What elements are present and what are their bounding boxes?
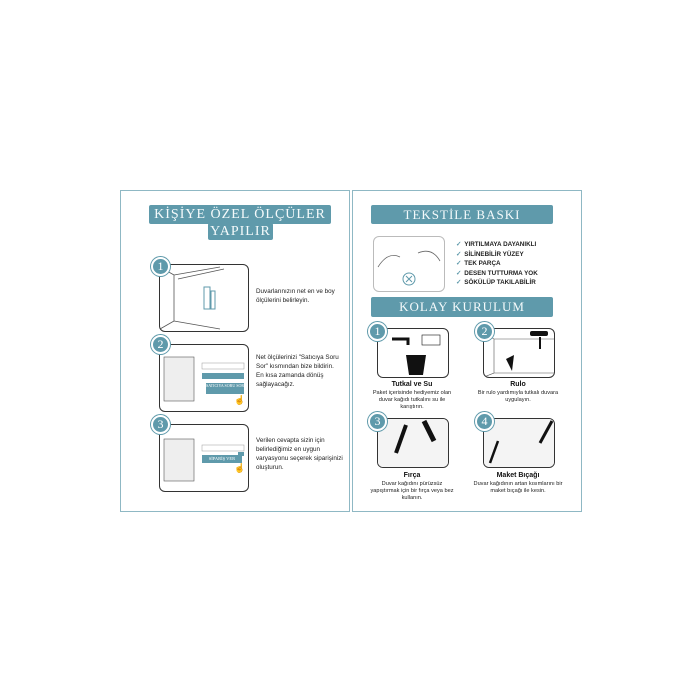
check-icon: ✓ bbox=[456, 279, 462, 286]
install-step2-image bbox=[483, 328, 555, 378]
brush-illustration bbox=[378, 419, 448, 467]
step1-number: 1 bbox=[151, 257, 170, 276]
knife-illustration bbox=[484, 419, 554, 467]
ask-seller-button: SATICIYA SORU SOR bbox=[206, 383, 244, 394]
feature-item: ✓ YIRTILMAYA DAYANIKLI bbox=[456, 241, 537, 248]
features-card bbox=[352, 190, 582, 512]
hands-illustration bbox=[374, 237, 444, 291]
step1-image bbox=[159, 264, 249, 332]
install-step3-image bbox=[377, 418, 449, 468]
feature-item: ✓ SÖKÜLÜP TAKILABİLİR bbox=[456, 279, 536, 286]
check-icon: ✓ bbox=[456, 250, 462, 258]
feature-list bbox=[456, 240, 538, 288]
wall-measure-illustration bbox=[160, 265, 248, 331]
install-step3-number: 3 bbox=[368, 412, 387, 431]
install-step1-image bbox=[377, 328, 449, 378]
check-icon: ✓ bbox=[456, 241, 462, 248]
step2-image bbox=[159, 344, 249, 412]
hand-cursor-icon: ☝ bbox=[234, 395, 246, 405]
check-icon: ✓ bbox=[456, 269, 462, 277]
install-step4-text: Duvar kağıdının artan kısımlarını bir maket bıçağı ile kesin. bbox=[473, 481, 563, 494]
custom-size-title: KİŞİYE ÖZEL ÖLÇÜLER bbox=[149, 205, 331, 224]
install-step1-number: 1 bbox=[368, 322, 387, 341]
step3-number: 3 bbox=[151, 415, 170, 434]
install-step4-number: 4 bbox=[475, 412, 494, 431]
feature-item: ✓ SİLİNEBİLİR YÜZEY bbox=[456, 250, 524, 258]
custom-size-title-line2: YAPILIR bbox=[208, 223, 273, 240]
feature-item: ✓ TEK PARÇA bbox=[456, 260, 501, 267]
install-step1-text: Paket içerisinde hediyemiz olan duvar kağıdı tutkalını su ile karıştırın. bbox=[372, 390, 452, 410]
tear-test-image bbox=[373, 236, 445, 292]
step2-text: Net ölçülerinizi "Satıcıya Soru Sor" kısmından bize bildirin. En kısa zamanda dönüş sağlayacağız. bbox=[256, 354, 339, 388]
easy-install-title: KOLAY KURULUM bbox=[371, 297, 553, 317]
step2-number: 2 bbox=[151, 335, 170, 354]
install-step4-label: Maket Bıçağı bbox=[496, 472, 540, 479]
roller-illustration bbox=[484, 329, 554, 377]
step3-text: Verilen cevapta sizin için belirlediğimiz en uygun varyasyonu seçerek siparişinizi oluşturun. bbox=[256, 437, 343, 471]
install-step3-label: Fırça bbox=[403, 472, 421, 479]
install-step2-number: 2 bbox=[475, 322, 494, 341]
install-step4-image bbox=[483, 418, 555, 468]
glue-bucket-illustration bbox=[378, 329, 448, 377]
install-step2-text: Bir rulo yardımıyla tutkalı duvara uygulayın. bbox=[477, 390, 559, 403]
hand-cursor-icon: ☝ bbox=[234, 463, 246, 473]
check-icon: ✓ bbox=[456, 260, 462, 267]
install-step1-label: Tutkal ve Su bbox=[391, 381, 433, 388]
order-button: SİPARİŞ VER bbox=[202, 455, 242, 463]
feature-item: ✓ DESEN TUTTURMA YOK bbox=[456, 269, 538, 277]
install-step2-label: Rulo bbox=[510, 381, 526, 388]
install-step3-text: Duvar kağıdını pürüzsüz yapıştırmak için bir fırça veya bez kullanın. bbox=[370, 481, 454, 501]
step1-text: Duvarlarınızın net en ve boy ölçülerini belirleyin. bbox=[256, 288, 335, 304]
textile-print-title: TEKSTİLE BASKI bbox=[371, 205, 553, 224]
custom-size-card bbox=[120, 190, 350, 512]
step3-image bbox=[159, 424, 249, 492]
